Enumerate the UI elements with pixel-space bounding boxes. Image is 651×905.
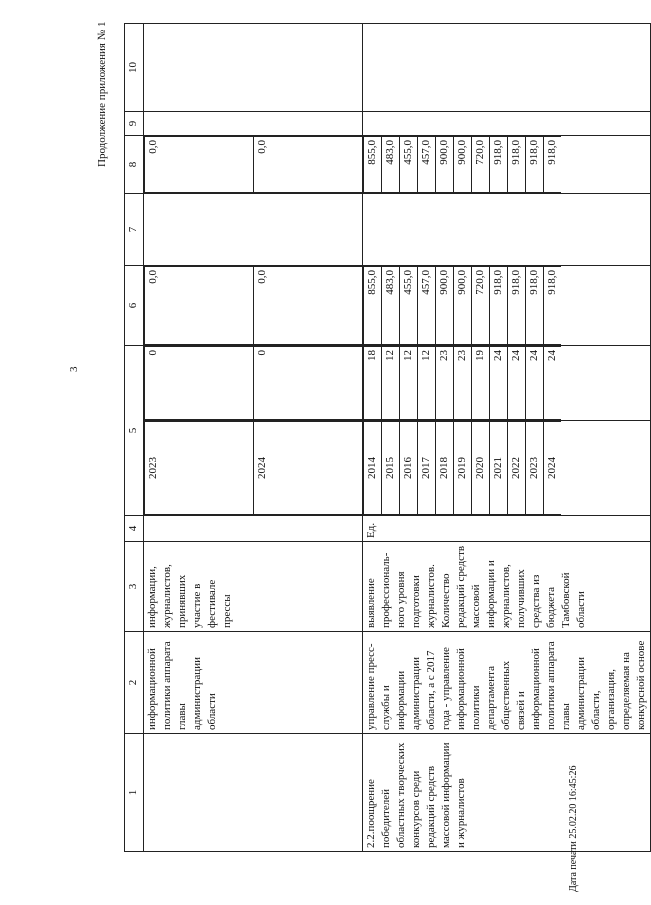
value-cell: 918,0 xyxy=(544,267,562,345)
col5-list xyxy=(144,346,362,420)
col6-list xyxy=(144,266,362,345)
year-cell: 2022 xyxy=(508,422,526,515)
value-cell: 24 xyxy=(544,347,562,420)
year-cell: 2023 xyxy=(526,422,544,515)
value-cell: 457,0 xyxy=(418,137,436,193)
years-list xyxy=(363,421,561,515)
value-cell: 900,0 xyxy=(454,137,472,193)
value-cell: 24 xyxy=(526,347,544,420)
cell-col7 xyxy=(144,194,363,266)
value-cell: 455,0 xyxy=(400,267,418,345)
cell-col2: информационной политики аппарата главы администрации области xyxy=(144,632,363,734)
header-cell: 2 xyxy=(125,632,144,734)
value-cell: 720,0 xyxy=(472,267,490,345)
year-cell: 2018 xyxy=(436,422,454,515)
year-cell: 2020 xyxy=(472,422,490,515)
value-cell: 0 xyxy=(254,347,363,420)
value-cell: 12 xyxy=(400,347,418,420)
value-cell: 918,0 xyxy=(526,267,544,345)
cell-col6 xyxy=(144,266,363,346)
cell-col1: 2.2.поощрение победителей областных творческих конкурсов среди редакций средств массовой информации и журналистов xyxy=(363,734,651,852)
year-cell: 2019 xyxy=(454,422,472,515)
year-cell: 2014 xyxy=(364,422,382,515)
year-cell: 2023 xyxy=(145,422,254,515)
year-cell: 2015 xyxy=(382,422,400,515)
value-cell: 918,0 xyxy=(490,137,508,193)
cell-years xyxy=(144,421,363,516)
header-cell: 4 xyxy=(125,516,144,542)
value-cell: 457,0 xyxy=(418,267,436,345)
cell-col2: управление пресс-службы и информации администрации области, а с 2017 года - управление информационной политики департамента общественных связей и информационной политики аппарата главы администрации области, организация, определяемая на конкурсной основе xyxy=(363,632,651,734)
value-cell: 23 xyxy=(454,347,472,420)
cell-years xyxy=(363,421,651,516)
header-cell: 1 xyxy=(125,734,144,852)
col6-list xyxy=(363,266,561,345)
year-cell: 2016 xyxy=(400,422,418,515)
cell-col4 xyxy=(144,516,363,542)
value-cell: 455,0 xyxy=(400,137,418,193)
cell-col4: Ед. xyxy=(363,516,651,542)
rotated-content xyxy=(40,12,647,892)
cell-col8 xyxy=(363,136,651,194)
print-date: Дата печати 25.02.20 16:45:26 xyxy=(568,765,579,892)
cell-col3: информации, журналистов, принявших участие в фестивале прессы xyxy=(144,542,363,632)
value-cell: 918,0 xyxy=(544,137,562,193)
header-row xyxy=(125,24,144,852)
value-cell: 12 xyxy=(382,347,400,420)
table-row xyxy=(144,24,363,852)
header-cell: 10 xyxy=(125,24,144,112)
cell-col10 xyxy=(363,24,651,112)
year-cell: 2017 xyxy=(418,422,436,515)
cell-col1 xyxy=(144,734,363,852)
years-list xyxy=(144,421,362,515)
value-cell: 0 xyxy=(145,347,254,420)
value-cell: 12 xyxy=(418,347,436,420)
table-row xyxy=(363,24,651,852)
cell-col9 xyxy=(144,112,363,136)
cell-col6 xyxy=(363,266,651,346)
cell-col7 xyxy=(363,194,651,266)
year-cell: 2021 xyxy=(490,422,508,515)
col8-list xyxy=(144,136,362,193)
value-cell: 918,0 xyxy=(508,267,526,345)
value-cell: 918,0 xyxy=(508,137,526,193)
value-cell: 900,0 xyxy=(436,267,454,345)
value-cell: 918,0 xyxy=(490,267,508,345)
value-cell: 900,0 xyxy=(436,137,454,193)
program-table xyxy=(124,23,651,852)
value-cell: 483,0 xyxy=(382,267,400,345)
header-cell: 7 xyxy=(125,194,144,266)
cell-col9 xyxy=(363,112,651,136)
year-cell: 2024 xyxy=(544,422,562,515)
col8-list xyxy=(363,136,561,193)
page-number: 3 xyxy=(68,366,80,372)
header-cell: 3 xyxy=(125,542,144,632)
value-cell: 918,0 xyxy=(526,137,544,193)
value-cell: 0,0 xyxy=(145,137,254,193)
value-cell: 23 xyxy=(436,347,454,420)
value-cell: 0,0 xyxy=(145,267,254,345)
cell-col10 xyxy=(144,24,363,112)
cell-col5 xyxy=(144,346,363,421)
header-cell: 8 xyxy=(125,136,144,194)
col5-list xyxy=(363,346,561,420)
value-cell: 0,0 xyxy=(254,137,363,193)
value-cell: 855,0 xyxy=(364,137,382,193)
value-cell: 720,0 xyxy=(472,137,490,193)
header-cell: 6 xyxy=(125,266,144,346)
header-cell: 5 xyxy=(125,346,144,516)
value-cell: 18 xyxy=(364,347,382,420)
value-cell: 0,0 xyxy=(254,267,363,345)
value-cell: 24 xyxy=(490,347,508,420)
value-cell: 855,0 xyxy=(364,267,382,345)
cell-col3: выявление профессиональ-ного уровня подготовки журналистов. Количество редакций средств массовой информации и журналистов, получивших средства из бюджета Тамбовской области xyxy=(363,542,651,632)
continuation-title: Продолжение приложения № 1 xyxy=(96,21,108,167)
cell-col8 xyxy=(144,136,363,194)
cell-col5 xyxy=(363,346,651,421)
value-cell: 483,0 xyxy=(382,137,400,193)
value-cell: 24 xyxy=(508,347,526,420)
header-cell: 9 xyxy=(125,112,144,136)
value-cell: 900,0 xyxy=(454,267,472,345)
year-cell: 2024 xyxy=(254,422,363,515)
value-cell: 19 xyxy=(472,347,490,420)
